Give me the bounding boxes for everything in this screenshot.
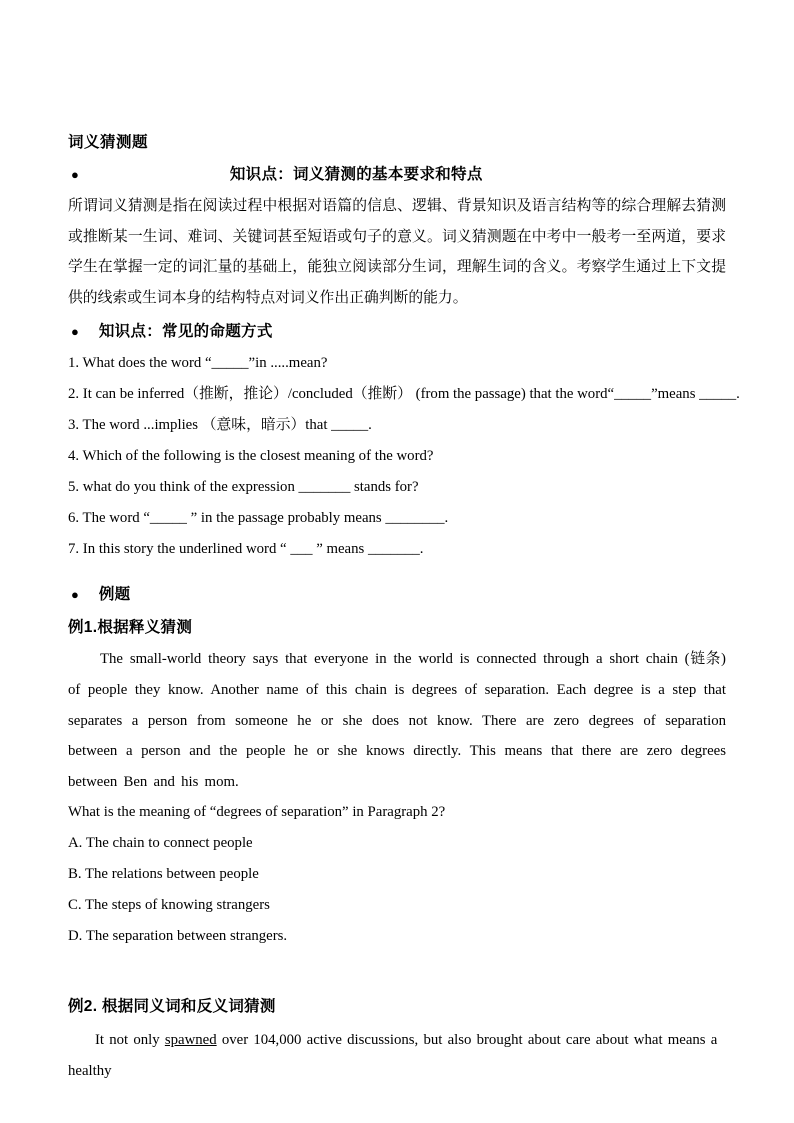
bullet-icon: ●	[71, 324, 79, 340]
bullet-icon: ●	[71, 587, 79, 603]
question-pattern-item: 6. The word “_____ ” in the passage probably means ________.	[68, 510, 449, 527]
question-pattern-item: 5. what do you think of the expression _______ stands for?	[68, 479, 419, 496]
knowledge-point-1-paragraph: 所谓词义猜测是指在阅读过程中根据对语篇的信息、逻辑、背景知识及语言结构等的综合理解去猜测或推断某一生词、难词、关键词甚至短语或句子的意义。词义猜测题在中考中一般考一至两道，要求学生在掌握一定的词汇量的基础上，能独立阅读部分生词，理解生词的含义。考察学生通过上下文提供的线索或生词本身的结构特点对词义作出正确判断的能力。	[68, 198, 726, 306]
option-c: C. The steps of knowing strangers	[68, 897, 270, 914]
question-pattern-item: 2. It can be inferred（推断，推论）/concluded（推断） (from the passage) that the word“_____”means _____.	[68, 386, 740, 403]
example-1-passage: The small-world theory says that everyone in the world is connected through a short chain (链条) of people they know. Another name of this chain is degrees of separation. Each degree is a step that separates a person from someone he or she does not know. There are zero degrees of separation between a person and the people he or she knows directly. This means that there are zero degrees between Ben and his mom.	[68, 651, 726, 790]
bullet-icon: ●	[71, 167, 79, 182]
examples-heading: 例题	[98, 586, 131, 604]
example-1-heading: 例1.根据释义猜测	[68, 619, 193, 637]
underlined-target-word: spawned	[164, 1032, 217, 1049]
knowledge-point-2-heading: 知识点：常见的命题方式	[98, 323, 273, 341]
examples-heading-row	[68, 585, 726, 604]
question-pattern-item: 7. In this story the underlined word “ ___ ” means _______.	[68, 541, 424, 558]
example-2-passage-prefix: It not only	[95, 1032, 165, 1049]
option-a: A. The chain to connect people	[68, 835, 253, 852]
option-b: B. The relations between people	[68, 866, 259, 883]
example-2-heading: 例2. 根据同义词和反义词猜测	[68, 998, 276, 1016]
question-pattern-item: 4. Which of the following is the closest meaning of the word?	[68, 448, 434, 465]
document-title: 词义猜测题	[68, 134, 149, 151]
option-d: D. The separation between strangers.	[68, 928, 288, 945]
question-pattern-list	[68, 348, 740, 565]
question-pattern-item: 1. What does the word “_____”in .....mean?	[68, 355, 328, 372]
example-2-passage-suffix: over 104,000 active discussions, but also brought about care about what means a healthy	[68, 1032, 718, 1079]
question-pattern-item: 3. The word ...implies （意味，暗示）that _____.	[68, 417, 372, 434]
example-2-passage	[68, 1025, 726, 1086]
example-1-question: What is the meaning of “degrees of separation” in Paragraph 2?	[68, 804, 446, 821]
knowledge-point-2-heading-row	[68, 322, 726, 341]
example-1-options	[68, 828, 726, 952]
knowledge-point-1-heading: 知识点：词义猜测的基本要求和特点	[229, 166, 483, 183]
knowledge-point-1-heading-row	[68, 165, 726, 184]
